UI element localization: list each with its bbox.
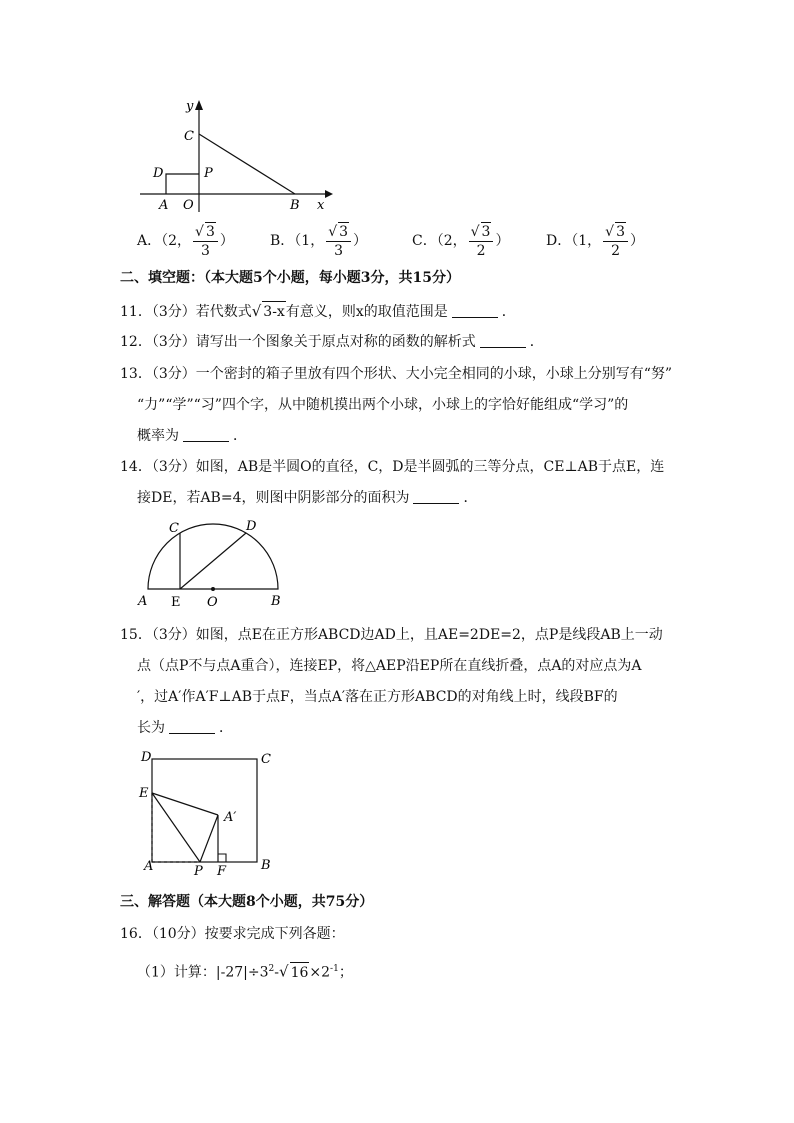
label-d: D	[246, 519, 257, 534]
label-a: A	[144, 859, 154, 874]
question-13-line-3: 概率为 ．	[137, 428, 247, 444]
rectangle-adp	[166, 174, 199, 194]
label-e: E	[171, 595, 181, 610]
label-x: x	[317, 198, 325, 213]
label-a-prime: A′	[224, 810, 237, 825]
answer-blank[interactable]	[183, 427, 229, 442]
question-15-line-2: 点（点P不与点A重合），连接EP，将△AEP沿EP所在直线折叠，点A的对应点为A	[137, 658, 642, 674]
segment-de	[180, 533, 246, 589]
label-d: D	[153, 166, 164, 181]
label-p: P	[204, 166, 213, 181]
center-dot	[211, 587, 215, 591]
label-c: C	[184, 129, 194, 144]
label-c: C	[169, 521, 179, 536]
label-c: C	[261, 752, 271, 767]
question-13-line-1: 13．（3分）一个密封的箱子里放有四个形状、大小完全相同的小球，小球上分别写有“努”	[120, 366, 673, 382]
label-y: y	[186, 99, 194, 114]
question-16-part-1: （1）计算：$|-27|\div 3^2-√$ $16\times 2^{-1}$；	[137, 962, 353, 981]
question-16-line-1: 16．（10分）按要求完成下列各题：	[120, 926, 345, 942]
question-14-line-1: 14．（3分）如图，AB是半圆O的直径，C，D是半圆弧的三等分点，CE⊥AB于点E，连	[120, 459, 665, 475]
segment-ep	[152, 793, 200, 862]
right-angle-mark	[218, 854, 226, 862]
label-f: F	[217, 864, 227, 879]
label-o: O	[207, 595, 218, 610]
figure-q14	[135, 515, 295, 611]
segment-a2p	[200, 815, 218, 862]
figure-q15	[135, 745, 285, 880]
label-d: D	[141, 750, 152, 765]
choice-a: A．（2， $\frac{√ 3}{3}$ ）	[137, 224, 234, 259]
label-p: P	[194, 864, 203, 879]
section-2-title: 二、填空题：（本大题5个小题，每小题3分，共15分）	[120, 270, 460, 286]
semicircle	[148, 524, 278, 589]
answer-blank[interactable]	[452, 303, 498, 318]
x-axis-arrow-icon	[325, 190, 333, 198]
answer-blank[interactable]	[413, 489, 459, 504]
choice-b: B．（1， $\frac{√ 3}{3}$ ）	[270, 224, 368, 259]
segment-cb	[199, 134, 295, 194]
label-e: E	[139, 786, 149, 801]
question-15-line-1: 15．（3分）如图，点E在正方形ABCD边AD上，且AE=2DE=2，点P是线段AB上一动	[120, 627, 663, 643]
question-14-line-2: 接DE，若AB=4，则图中阴影部分的面积为 ．	[137, 490, 478, 506]
figure-q10	[135, 96, 335, 216]
label-o: O	[183, 198, 194, 213]
answer-blank[interactable]	[169, 719, 215, 734]
label-b: B	[271, 594, 281, 609]
section-3-title: 三、解答题（本大题8个小题，共75分）	[120, 894, 374, 910]
y-axis-arrow-icon	[195, 100, 203, 110]
question-12: 12．（3分）请写出一个图象关于原点对称的函数的解析式 ．	[120, 334, 544, 350]
question-15-line-4: 长为 ．	[137, 720, 233, 736]
label-a: A	[138, 594, 148, 609]
label-b: B	[290, 198, 300, 213]
question-15-line-3: ′，过A′作A′F⊥AB于点F，当点A′落在正方形ABCD的对角线上时，线段BF的	[137, 689, 618, 705]
segment-ea2	[152, 793, 218, 815]
answer-blank[interactable]	[480, 333, 526, 348]
question-11: 11．（3分）若代数式√ 3-x有意义，则x的取值范围是 ．	[120, 302, 516, 320]
label-a: A	[159, 198, 169, 213]
choice-d: D．（1， $\frac{√ 3}{2}$ ）	[546, 224, 644, 259]
label-b: B	[261, 858, 271, 873]
choice-c: C．（2， $\frac{√ 3}{2}$ ）	[412, 224, 510, 259]
question-13-line-2: “力”“学”“习”四个字，从中随机摸出两个小球，小球上的字恰好能组成“学习”的	[137, 397, 629, 413]
